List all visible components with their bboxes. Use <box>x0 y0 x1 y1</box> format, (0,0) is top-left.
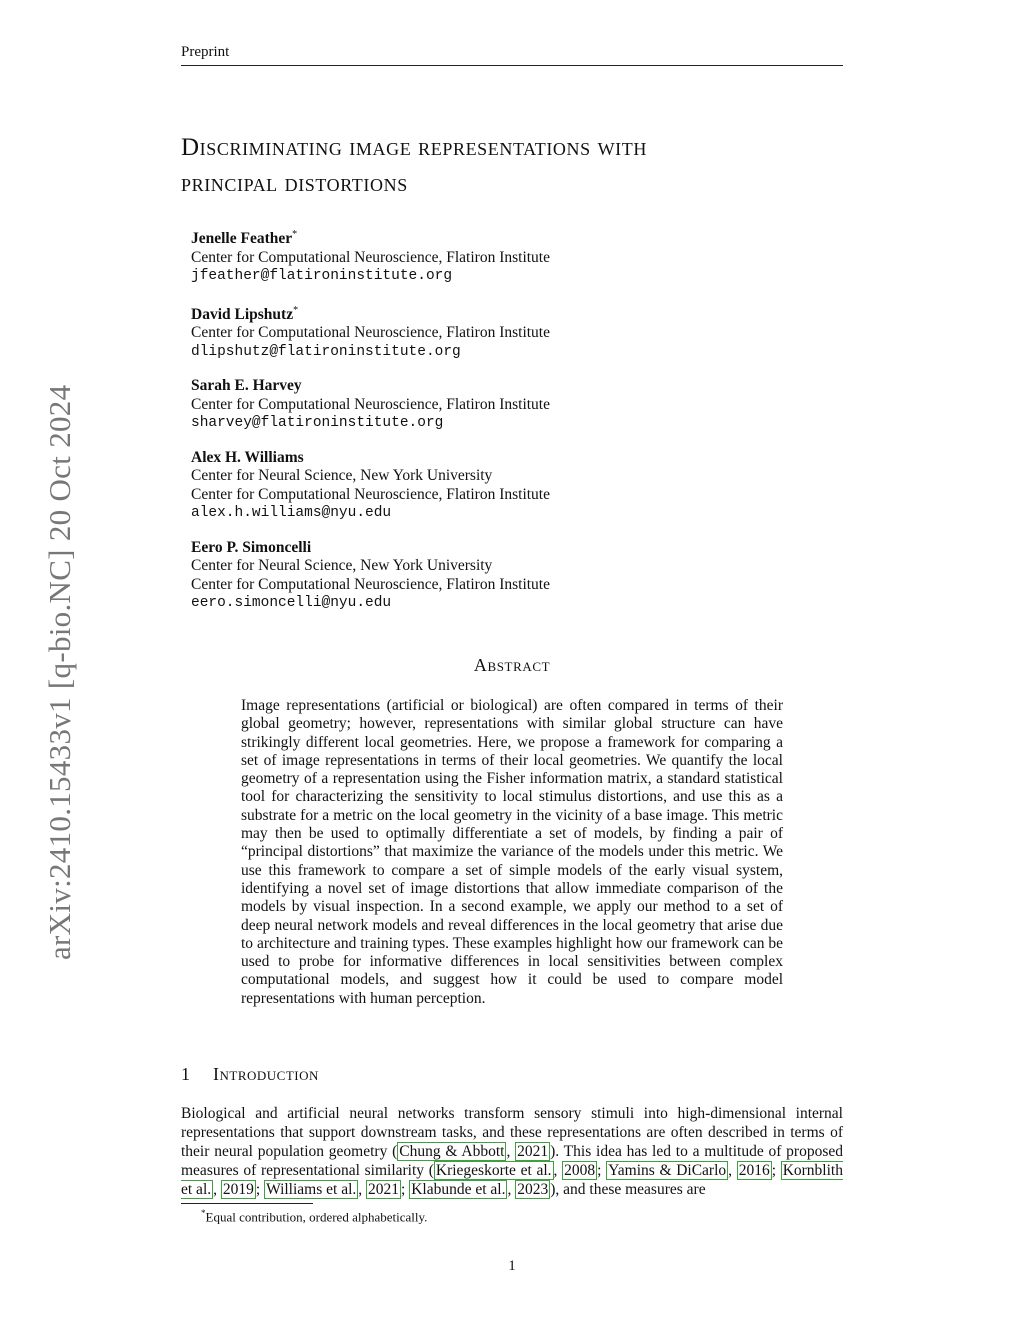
author-affiliation: Center for Neural Science, New York University <box>191 557 493 575</box>
author-block <box>191 226 831 286</box>
author-block <box>191 539 831 613</box>
paper-title <box>181 130 843 202</box>
author-affiliation: Center for Computational Neuroscience, Flatiron Institute <box>191 395 550 413</box>
footnote-divider <box>181 1203 313 1204</box>
footnote-text: Equal contribution, ordered alphabetically. <box>205 1209 428 1225</box>
arxiv-identifier[interactable]: arXiv:2410.15433v1 [q-bio.NC] 20 Oct 2024 <box>42 384 77 960</box>
citation-link[interactable]: Kornblith et al. <box>181 1162 843 1198</box>
title-line-2: principal distortions <box>181 170 408 197</box>
abstract-heading: Abstract <box>473 655 551 675</box>
author-block <box>191 377 831 433</box>
abstract-body: Image representations (artificial or biological) are often compared in terms of their global geometry; however, representations with similar global structure can have strikingly different local geometries. Here, we propose a framework for comparing a set of image representations in terms of their local geometries. We quantify the local geometry of a representation using the Fisher information matrix, a standard statistical tool for characterizing the sensitivity to local stimulus distortions, and use this as a substrate for a metric on the local geometry in the vicinity of a base image. This metric may then be used to optimally differentiate a set of models, by finding a pair of “principal distortions” that maximize the variance of the models under this metric. We use this framework to compare a set of simple models of the early visual system, identifying a novel set of image distortions that allow immediate comparison of the models by visual inspection. In a second example, we apply our method to a set of deep neural network models and reveal differences in the local geometry that arise due to architecture and training types. These examples highlight how our framework can be used to probe for informative differences in local sensitivities between complex computational models, and suggest how it could be used to compare model representations with human perception. <box>241 697 783 1007</box>
author-affiliation: Center for Computational Neuroscience, Flatiron Institute <box>191 248 550 266</box>
citation-link[interactable]: 2021 <box>368 1181 400 1198</box>
author-email[interactable]: sharvey@flatironinstitute.org <box>191 415 444 432</box>
section-number: 1 <box>181 1064 191 1084</box>
author-email[interactable]: eero.simoncelli@nyu.edu <box>191 595 392 612</box>
citation-link[interactable]: 2016 <box>738 1162 770 1179</box>
author-email[interactable]: alex.h.williams@nyu.edu <box>191 505 392 522</box>
author-name: Alex H. Williams <box>191 448 304 466</box>
author-email[interactable]: jfeather@flatironinstitute.org <box>191 268 453 285</box>
equal-contribution-mark: * <box>292 229 298 240</box>
author-block <box>191 449 831 523</box>
running-header: Preprint <box>181 44 843 66</box>
title-line-1: Discriminating image representations with <box>181 134 647 161</box>
author-name: David Lipshutz* <box>191 304 299 323</box>
equal-contribution-mark: * <box>293 304 299 316</box>
section-title: Introduction <box>213 1064 319 1084</box>
author-name: Eero P. Simoncelli <box>191 538 312 556</box>
footnote-mark: * <box>201 1208 206 1218</box>
citation-link[interactable]: Yamins & DiCarlo <box>608 1162 727 1179</box>
citation-link[interactable]: Klabunde et al. <box>411 1181 506 1198</box>
citation-link[interactable]: Chung & Abbott <box>399 1143 505 1160</box>
footnote <box>201 1208 427 1225</box>
section-heading-introduction <box>181 1064 843 1085</box>
author-block <box>191 302 831 362</box>
author-name: Jenelle Feather* <box>191 229 298 248</box>
citation-link[interactable]: 2019 <box>222 1181 254 1198</box>
author-affiliation: Center for Computational Neuroscience, Flatiron Institute <box>191 485 550 503</box>
page-number: 1 <box>508 1258 516 1274</box>
author-affiliation: Center for Neural Science, New York University <box>191 467 493 485</box>
citation-link[interactable]: Kriegeskorte et al. <box>435 1162 552 1179</box>
author-email[interactable]: dlipshutz@flatironinstitute.org <box>191 343 461 360</box>
author-affiliation: Center for Computational Neuroscience, Flatiron Institute <box>191 575 550 593</box>
author-list <box>191 226 831 629</box>
citation-link[interactable]: Williams et al. <box>266 1181 357 1198</box>
citation-link[interactable]: 2023 <box>517 1181 549 1198</box>
author-affiliation: Center for Computational Neuroscience, Flatiron Institute <box>191 324 550 342</box>
citation-link[interactable]: 2008 <box>564 1162 596 1179</box>
citation-link[interactable]: 2021 <box>517 1143 549 1160</box>
author-name: Sarah E. Harvey <box>191 377 302 395</box>
introduction-paragraph: Biological and artificial neural networks transform sensory stimuli into high-dimensional internal representations that support downstream tasks, and these representations are often described in terms of their neural population geometry ( Chung & Abbott , 2021 ). This idea has led to a multitude of proposed measures of representational similarity ( Kriegeskorte et al. , 2008 ; Yamins & DiCarlo , 2016 ; Kornblith et al. , 2019 ; Williams et al. , 2021 ; Klabunde et al. , 2023 ), and these measures are <box>181 1105 844 1198</box>
